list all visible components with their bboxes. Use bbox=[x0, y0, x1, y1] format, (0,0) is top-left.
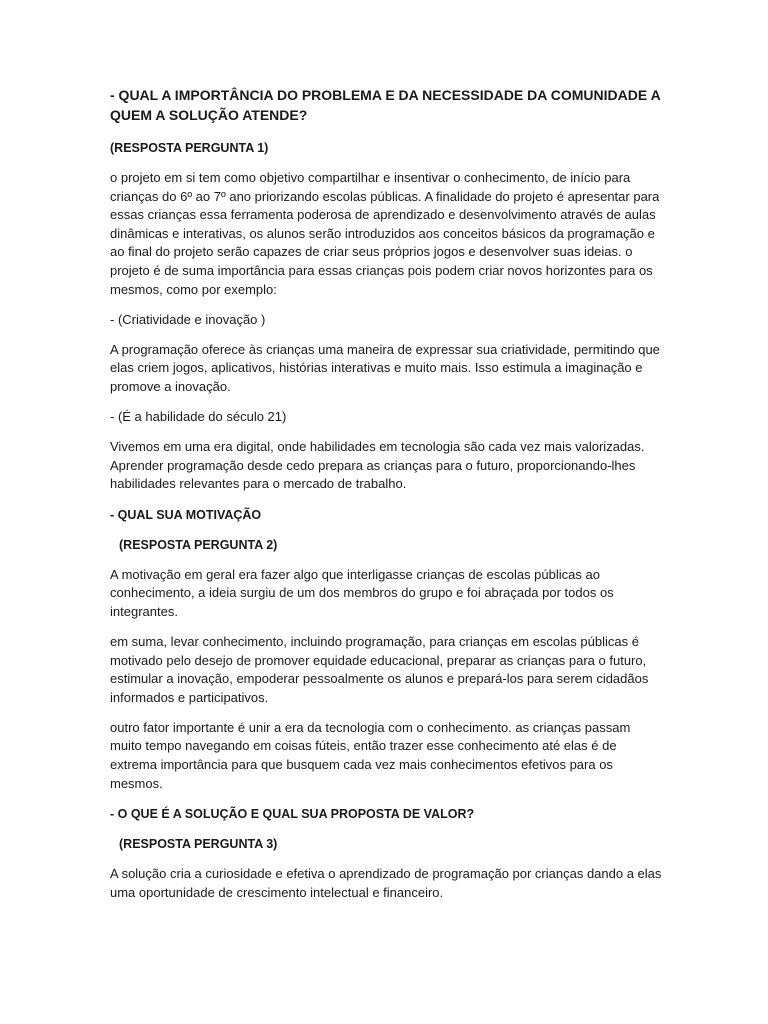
paragraph-2: A programação oferece às crianças uma maneira de expressar sua criatividade, permitindo que elas criem jogos, aplicativos, histórias interativas e muito mais. Isso estimula a imaginação e promove a inovação. bbox=[110, 341, 660, 395]
bullet-21st-century-skill: - (É a habilidade do século 21) bbox=[110, 409, 287, 425]
paragraph-4: A motivação em geral era fazer algo que interligasse crianças de escolas públicas ao conhecimento, a ideia surgiu de um dos membros do grupo e foi abraçada por todos os integrantes. bbox=[110, 566, 614, 619]
question-1-heading: - QUAL A IMPORTÂNCIA DO PROBLEMA E DA NECESSIDADE DA COMUNIDADE A QUEM A SOLUÇÃO ATENDE? bbox=[110, 87, 661, 123]
paragraph-1: o projeto em si tem como objetivo compartilhar e insentivar o conhecimento, de início para crianças do 6º ao 7º ano priorizando escolas públicas. A finalidade do projeto é apresentar para essas crianças essa ferramenta poderosa de aprendizado e desenvolvimento através de aulas dinâmicas e interativas, os alunos serão introduzidos aos conceitos básicos da programação e ao final do projeto serão capazes de criar seus próprios jogos e desenvolver suas ideias. o projeto é de suma importância para essas crianças pois podem criar novos horizontes para os mesmos, como por exemplo: bbox=[110, 170, 660, 297]
document-page bbox=[110, 86, 662, 914]
paragraph-5: em suma, levar conhecimento, incluindo programação, para crianças em escolas públicas é motivado pelo desejo de promover equidade educacional, preparar as crianças para o futuro, estimular a inovação, empoderar pessoalmente os alunos e prepará-los para serem cidadãos informados e participativos. bbox=[110, 633, 649, 705]
answer-1-label: (RESPOSTA PERGUNTA 1) bbox=[110, 141, 269, 155]
paragraph-6: outro fator importante é unir a era da tecnologia com o conhecimento. as crianças passam muito tempo navegando em coisas fúteis, então trazer esse conhecimento até elas é de extrema importância para que busquem cada vez mais conhecimentos efetivos para os mesmos. bbox=[110, 719, 631, 791]
answer-2-label: (RESPOSTA PERGUNTA 2) bbox=[119, 537, 278, 552]
paragraph-7: A solução cria a curiosidade e efetiva o aprendizado de programação por crianças dando a elas uma oportunidade de crescimento intelectual e financeiro. bbox=[110, 865, 662, 900]
question-3-heading: - O QUE É A SOLUÇÃO E QUAL SUA PROPOSTA DE VALOR? bbox=[110, 806, 475, 821]
question-2-heading: - QUAL SUA MOTIVAÇÃO bbox=[110, 507, 262, 522]
paragraph-3: Vivemos em uma era digital, onde habilidades em tecnologia são cada vez mais valorizadas. Aprender programação desde cedo prepara as crianças para o futuro, proporcionando-lhes habilidades relevantes para o mercado de trabalho. bbox=[110, 439, 645, 492]
answer-3-label: (RESPOSTA PERGUNTA 3) bbox=[119, 836, 278, 851]
bullet-creativity: - (Criatividade e inovação ) bbox=[110, 311, 266, 327]
